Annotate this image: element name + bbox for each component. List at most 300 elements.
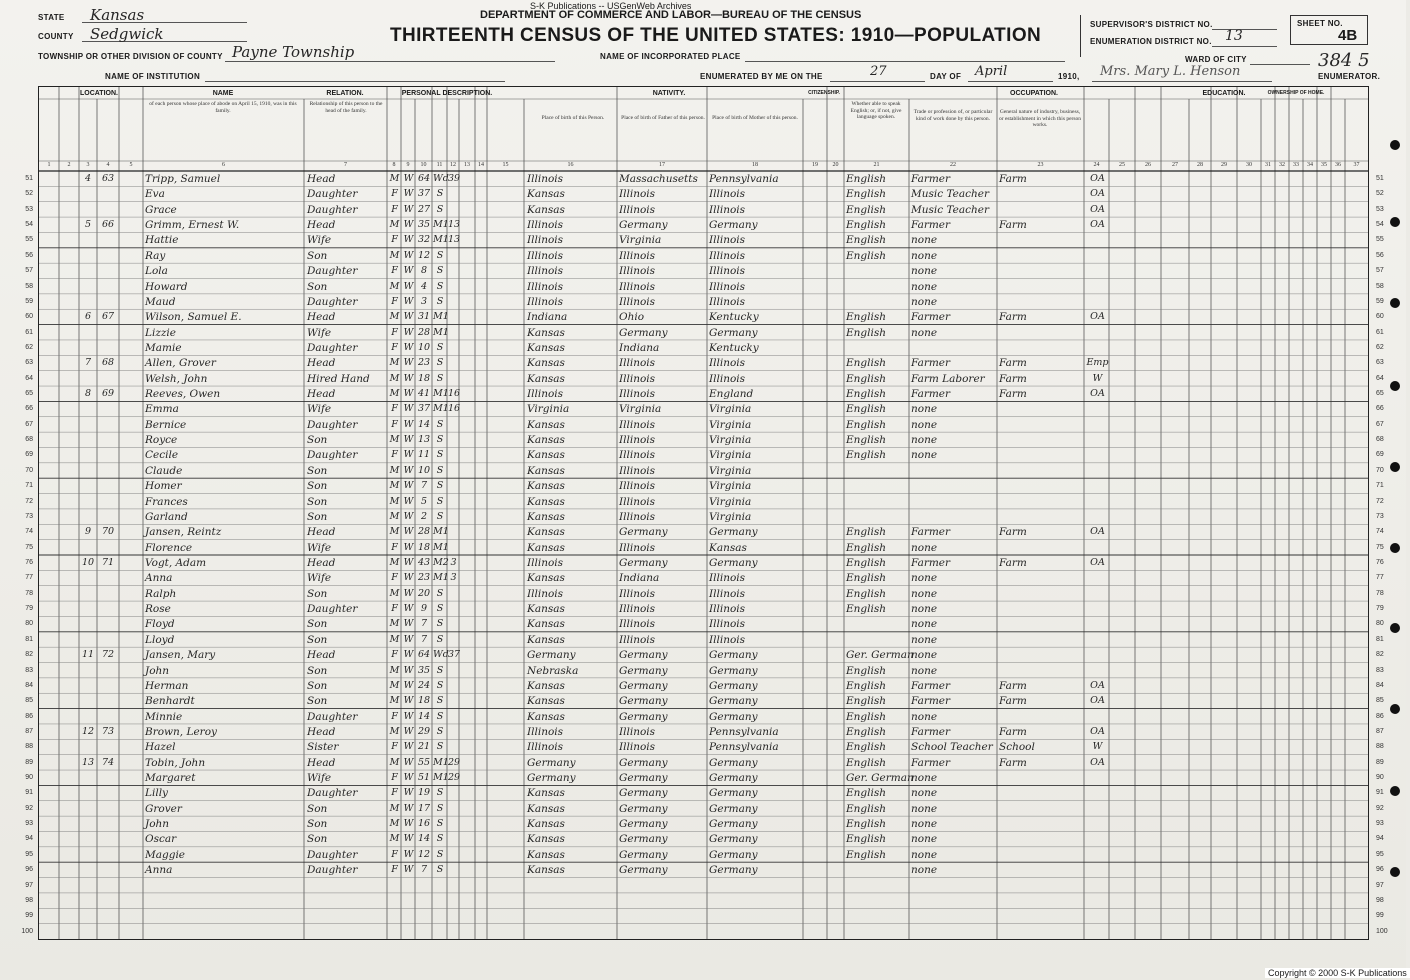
cell-industry: Farm	[999, 219, 1027, 232]
cell-relation: Son	[307, 495, 328, 508]
cell-language: English	[846, 664, 887, 677]
cell-race: W	[403, 756, 414, 768]
cell-age: 18	[417, 541, 431, 553]
cell-language: English	[846, 587, 887, 600]
cell-father-birthplace: Germany	[619, 679, 668, 692]
cell-relation: Wife	[307, 326, 332, 339]
cell-father-birthplace: Illinois	[619, 480, 656, 493]
cell-trade: none	[911, 664, 938, 677]
column-number: 31	[1265, 162, 1271, 168]
row-number: 62	[25, 343, 33, 351]
row-number-right: 51	[1376, 175, 1384, 182]
cell-age: 7	[420, 618, 428, 630]
cell-age: 12	[417, 249, 431, 261]
cell-father-birthplace: Illinois	[619, 295, 656, 308]
cell-mother-birthplace: Illinois	[709, 234, 746, 247]
cell-race: W	[403, 618, 414, 630]
cell-mother-birthplace: Illinois	[709, 357, 746, 370]
cell-marital-status: S	[436, 741, 444, 753]
cell-relation: Wife	[307, 572, 332, 585]
cell-age: 20	[417, 587, 431, 599]
cell-relation: Head	[307, 725, 336, 738]
cell-mother-birthplace: Germany	[709, 664, 758, 677]
cell-birthplace: Kansas	[527, 341, 565, 354]
ward-label: WARD OF CITY	[1185, 55, 1247, 64]
row-number-right: 87	[1376, 727, 1384, 735]
cell-mother-birthplace: Illinois	[709, 265, 746, 278]
cell-sex: M	[389, 173, 400, 184]
cell-marital-status: S	[436, 864, 444, 876]
cell-age: 16	[417, 818, 431, 830]
cell-marital-status: S	[436, 725, 444, 737]
cell-person-name: John	[145, 664, 170, 677]
row-number: 72	[25, 497, 33, 505]
cell-person-name: Frances	[145, 495, 188, 508]
supervisor-label: SUPERVISOR'S DISTRICT NO.	[1090, 20, 1213, 29]
row-number: 92	[25, 804, 33, 812]
cell-trade: none	[911, 787, 938, 800]
cell-person-name: Lola	[145, 265, 168, 278]
cell-mother-birthplace: Germany	[709, 557, 758, 569]
cell-marital-status: S	[436, 341, 444, 353]
column-number: 22	[950, 162, 956, 168]
cell-birthplace: Illinois	[527, 249, 564, 262]
enumeration-label: ENUMERATION DISTRICT NO.	[1090, 37, 1212, 46]
column-number: 2	[67, 162, 71, 168]
cell-sex: F	[391, 265, 398, 277]
cell-marital-status: M1	[433, 756, 449, 768]
cell-sex: F	[391, 403, 398, 415]
cell-years-married: 13	[448, 234, 461, 246]
cell-age: 18	[417, 695, 431, 707]
cell-language: English	[846, 679, 887, 692]
cell-race: W	[403, 464, 414, 476]
cell-language: English	[846, 756, 887, 769]
township-label: TOWNSHIP OR OTHER DIVISION OF COUNTY	[38, 52, 223, 61]
cell-birthplace: Germany	[527, 649, 576, 662]
cell-birthplace: Illinois	[527, 219, 564, 232]
cell-father-birthplace: Illinois	[619, 495, 656, 508]
column-number: 20	[832, 162, 839, 168]
row-number-right: 78	[1376, 589, 1384, 597]
cell-sex: M	[389, 219, 400, 231]
row-number: 73	[25, 512, 33, 520]
cell-race: W	[403, 818, 414, 830]
cell-age: 18	[417, 372, 431, 384]
cell-age: 10	[417, 341, 431, 353]
row-number-right: 79	[1376, 605, 1384, 613]
row-number-right: 58	[1376, 282, 1384, 290]
cell-birthplace: Kansas	[527, 802, 565, 815]
cell-trade: none	[911, 249, 938, 262]
cell-trade: none	[911, 603, 938, 616]
cell-father-birthplace: Germany	[619, 864, 668, 877]
cell-trade: none	[911, 234, 938, 247]
cell-relation: Son	[307, 464, 328, 477]
cell-sex: F	[391, 787, 398, 799]
binder-hole	[1390, 298, 1400, 308]
cell-dwelling-number: 6	[84, 311, 92, 323]
cell-person-name: Grimm, Ernest W.	[145, 219, 240, 232]
cell-age: 2	[420, 510, 428, 522]
row-number: 80	[25, 620, 33, 628]
cell-mother-birthplace: Virginia	[709, 418, 752, 431]
cell-trade: Farmer	[911, 557, 951, 569]
cell-sex: F	[391, 295, 398, 307]
column-number: 26	[1145, 162, 1151, 168]
cell-race: W	[403, 280, 414, 292]
cell-race: W	[403, 265, 414, 277]
cell-person-name: Bernice	[145, 418, 187, 431]
cell-marital-status: S	[436, 603, 444, 615]
row-number-right: 86	[1376, 712, 1384, 720]
cell-language: Ger. German	[846, 649, 914, 662]
binder-hole	[1390, 786, 1400, 796]
cell-language: English	[846, 234, 887, 247]
cell-trade: Music Teacher	[911, 188, 990, 201]
cell-sex: M	[389, 725, 400, 737]
cell-sex: F	[391, 864, 398, 876]
cell-marital-status: M1	[433, 326, 449, 338]
cell-relation: Son	[307, 587, 328, 600]
cell-age: 7	[420, 864, 428, 876]
cell-birthplace: Kansas	[527, 434, 565, 447]
col-nativity-header: NATIVITY.	[652, 90, 686, 97]
cell-race: W	[403, 234, 414, 246]
cell-race: W	[403, 510, 414, 522]
cell-language: English	[846, 388, 887, 401]
cell-language: English	[846, 695, 887, 708]
cell-mother-birthplace: England	[709, 388, 754, 401]
row-number: 67	[25, 420, 33, 428]
cell-person-name: Claude	[145, 464, 183, 477]
cell-relation: Sister	[307, 741, 339, 754]
cell-person-name: Lizzie	[145, 326, 176, 339]
cell-mother-birthplace: Virginia	[709, 510, 752, 523]
cell-sex: M	[389, 664, 400, 676]
cell-mother-birthplace: Pennsylvania	[709, 173, 779, 185]
cell-person-name: Grover	[145, 802, 182, 815]
row-number-right: 96	[1376, 866, 1384, 874]
row-number-right: 90	[1376, 774, 1384, 782]
cell-race: W	[403, 434, 414, 446]
cell-years-married: 37	[448, 649, 461, 661]
cell-industry: Farm	[999, 372, 1027, 385]
row-number: 58	[25, 282, 33, 290]
cell-person-name: Wilson, Samuel E.	[145, 311, 242, 324]
cell-father-birthplace: Illinois	[619, 434, 656, 447]
cell-language: English	[846, 326, 887, 339]
institution-label: NAME OF INSTITUTION	[105, 72, 201, 81]
row-number-right: 95	[1376, 850, 1384, 858]
row-number-right: 59	[1376, 297, 1384, 305]
row-number: 53	[25, 205, 33, 213]
day-of-label: DAY OF	[930, 72, 962, 81]
cell-relation: Daughter	[307, 603, 358, 616]
cell-race: W	[403, 449, 414, 461]
cell-father-birthplace: Virginia	[619, 234, 662, 247]
cell-industry: Farm	[999, 725, 1027, 738]
cell-age: 28	[417, 526, 431, 538]
cell-trade: Farmer	[911, 357, 951, 370]
row-number: 54	[25, 221, 33, 229]
row-number-right: 72	[1376, 497, 1384, 505]
cell-relation: Son	[307, 802, 328, 815]
cell-marital-status: M1	[433, 772, 449, 784]
cell-marital-status: S	[436, 664, 444, 676]
cell-birthplace: Kansas	[527, 480, 565, 493]
cell-trade: none	[911, 541, 938, 554]
cell-birthplace: Kansas	[527, 633, 565, 646]
binder-hole	[1390, 543, 1400, 553]
col-name-header: NAME	[212, 90, 234, 97]
cell-industry: Farm	[999, 679, 1027, 692]
row-number: 83	[25, 666, 33, 674]
cell-birthplace: Germany	[527, 772, 576, 785]
col-personal-header: PERSONAL DESCRIPTION.	[401, 90, 493, 97]
cell-language: English	[846, 572, 887, 585]
row-number-right: 67	[1376, 420, 1384, 428]
row-number: 89	[25, 758, 33, 766]
cell-father-birthplace: Illinois	[619, 357, 656, 370]
cell-sex: M	[389, 388, 400, 400]
cell-birthplace: Kansas	[527, 818, 565, 831]
cell-birthplace: Kansas	[527, 464, 565, 477]
cell-sex: F	[391, 772, 398, 784]
cell-industry: Farm	[999, 526, 1027, 539]
cell-birthplace: Illinois	[527, 280, 564, 293]
cell-relation: Daughter	[307, 295, 358, 308]
cell-father-birthplace: Germany	[619, 833, 668, 846]
cell-mother-birthplace: Illinois	[709, 295, 746, 308]
cell-trade: none	[911, 833, 938, 846]
cell-father-birthplace: Illinois	[619, 603, 656, 616]
cell-birthplace: Germany	[527, 756, 576, 769]
cell-family-number: 69	[101, 388, 115, 400]
cell-father-birthplace: Ohio	[619, 311, 645, 324]
cell-relation: Son	[307, 280, 328, 293]
page-title: THIRTEENTH CENSUS OF THE UNITED STATES: 1910—POPULATION	[390, 25, 1042, 46]
cell-person-name: Benhardt	[145, 695, 195, 708]
cell-race: W	[403, 833, 414, 845]
cell-family-number: 67	[101, 311, 115, 323]
row-number-right: 57	[1376, 267, 1384, 275]
cell-relation: Wife	[307, 541, 332, 554]
cell-race: W	[403, 495, 414, 507]
row-number: 60	[25, 313, 33, 321]
cell-years-married: 16	[448, 388, 461, 400]
column-number: 12	[450, 162, 456, 168]
col-ownership-header: OWNERSHIP OF HOME.	[1267, 90, 1325, 96]
cell-father-birthplace: Germany	[619, 710, 668, 723]
column-number: 10	[420, 162, 427, 168]
cell-trade: Farm Laborer	[911, 372, 985, 385]
cell-mother-birthplace: Illinois	[709, 587, 746, 600]
cell-trade: School Teacher	[911, 741, 993, 754]
cell-trade: Farmer	[911, 756, 951, 769]
cell-sex: M	[389, 587, 400, 599]
cell-father-birthplace: Illinois	[619, 372, 656, 385]
cell-employer-status: OA	[1090, 679, 1105, 691]
cell-family-number: 71	[101, 557, 115, 568]
cell-marital-status: S	[436, 265, 444, 277]
cell-person-name: Brown, Leroy	[145, 725, 217, 738]
cell-language: English	[846, 603, 887, 616]
cell-sex: F	[391, 848, 398, 860]
cell-person-name: Jansen, Reintz	[145, 526, 222, 539]
cell-race: W	[403, 802, 414, 814]
row-number: 87	[25, 727, 33, 735]
row-number: 69	[25, 451, 33, 459]
cell-relation: Head	[307, 357, 336, 370]
col-birth-mother: Place of birth of Mother of this person.	[712, 115, 798, 121]
cell-age: 23	[417, 572, 431, 584]
county-value: Sedgwick	[90, 25, 164, 43]
col-language-desc: Whether able to speak English; or, if not, give language spoken.	[850, 101, 902, 120]
binder-hole	[1390, 217, 1400, 227]
cell-relation: Hired Hand	[307, 372, 370, 385]
column-number: 27	[1172, 162, 1178, 168]
cell-dwelling-number: 7	[84, 357, 92, 369]
row-number: 98	[25, 896, 33, 904]
cell-father-birthplace: Illinois	[619, 265, 656, 278]
cell-person-name: Emma	[145, 403, 179, 416]
cell-race: W	[403, 710, 414, 722]
cell-person-name: Garland	[145, 510, 188, 523]
cell-marital-status: M1	[433, 219, 449, 231]
cell-mother-birthplace: Germany	[709, 818, 758, 831]
row-number: 68	[25, 436, 33, 444]
sheet-value: 4B	[1338, 27, 1358, 44]
row-number-right: 81	[1376, 635, 1384, 643]
cell-employer-status: OA	[1090, 203, 1105, 215]
cell-mother-birthplace: Virginia	[709, 480, 752, 493]
cell-employer-status: OA	[1090, 526, 1105, 538]
binder-hole	[1390, 867, 1400, 877]
cell-person-name: Lilly	[145, 787, 168, 800]
row-number: 94	[25, 835, 33, 843]
cell-father-birthplace: Germany	[619, 219, 668, 232]
cell-mother-birthplace: Germany	[709, 848, 758, 861]
cell-sex: M	[389, 679, 400, 691]
col-location-header: LOCATION.	[80, 90, 118, 97]
cell-mother-birthplace: Illinois	[709, 188, 746, 201]
cell-relation: Daughter	[307, 848, 358, 861]
cell-mother-birthplace: Germany	[709, 756, 758, 769]
cell-industry: Farm	[999, 756, 1027, 769]
cell-mother-birthplace: Germany	[709, 772, 758, 785]
cell-father-birthplace: Germany	[619, 557, 668, 569]
cell-birthplace: Kansas	[527, 541, 565, 554]
col-name-desc: of each person whose place of abode on April 15, 1910, was in this family.	[149, 101, 297, 114]
cell-language: English	[846, 526, 887, 539]
cell-birthplace: Kansas	[527, 526, 565, 539]
row-number-right: 82	[1376, 651, 1384, 659]
cell-employer-status: OA	[1090, 557, 1105, 568]
cell-father-birthplace: Illinois	[619, 188, 656, 201]
row-number: 55	[25, 236, 33, 244]
cell-marital-status: S	[436, 372, 444, 384]
cell-language: English	[846, 557, 887, 569]
cell-sex: M	[389, 464, 400, 476]
day-value: 27	[870, 64, 887, 79]
cell-age: 19	[417, 787, 431, 799]
cell-trade: none	[911, 710, 938, 723]
cell-relation: Daughter	[307, 787, 358, 800]
cell-age: 23	[417, 357, 431, 369]
cell-age: 13	[417, 434, 431, 446]
cell-language: English	[846, 541, 887, 554]
cell-marital-status: S	[436, 449, 444, 461]
cell-sex: M	[389, 633, 400, 645]
cell-marital-status: M2	[433, 557, 449, 568]
cell-language: English	[846, 173, 887, 185]
cell-relation: Son	[307, 833, 328, 846]
cell-father-birthplace: Illinois	[619, 618, 656, 631]
cell-marital-status: S	[436, 480, 444, 492]
month-value: April	[975, 64, 1008, 79]
cell-birthplace: Kansas	[527, 495, 565, 508]
cell-person-name: Cecile	[145, 449, 179, 462]
cell-age: 17	[417, 802, 431, 814]
cell-birthplace: Illinois	[527, 265, 564, 278]
row-number: 52	[25, 190, 33, 198]
cell-language: English	[846, 357, 887, 370]
cell-language: English	[846, 741, 887, 754]
row-number-right: 56	[1376, 251, 1384, 259]
cell-relation: Son	[307, 664, 328, 677]
cell-person-name: Hazel	[145, 741, 176, 754]
cell-age: 10	[417, 464, 431, 476]
row-number-right: 98	[1376, 896, 1384, 904]
cell-sex: M	[389, 833, 400, 845]
cell-race: W	[403, 418, 414, 430]
cell-person-name: Allen, Grover	[145, 357, 216, 370]
cell-marital-status: S	[436, 587, 444, 599]
cell-trade: Farmer	[911, 173, 951, 185]
row-number: 76	[25, 559, 33, 566]
cell-birthplace: Kansas	[527, 357, 565, 370]
cell-race: W	[403, 848, 414, 860]
cell-mother-birthplace: Illinois	[709, 372, 746, 385]
cell-age: 28	[417, 326, 431, 338]
cell-relation: Head	[307, 388, 336, 401]
cell-years-married: 39	[448, 173, 461, 184]
cell-language: English	[846, 725, 887, 738]
cell-father-birthplace: Germany	[619, 326, 668, 339]
row-number: 59	[25, 297, 33, 305]
cell-person-name: Welsh, John	[145, 372, 208, 385]
cell-birthplace: Kansas	[527, 603, 565, 616]
cell-mother-birthplace: Illinois	[709, 633, 746, 646]
cell-marital-status: S	[436, 833, 444, 845]
cell-employer-status: OA	[1090, 219, 1105, 231]
cell-years-married: 13	[448, 219, 461, 231]
cell-birthplace: Kansas	[527, 618, 565, 631]
row-number: 79	[25, 605, 33, 613]
cell-person-name: Jansen, Mary	[145, 649, 216, 662]
cell-mother-birthplace: Germany	[709, 787, 758, 800]
cell-relation: Son	[307, 695, 328, 708]
cell-sex: F	[391, 418, 398, 430]
cell-marital-status: M1	[433, 541, 449, 553]
cell-father-birthplace: Indiana	[619, 572, 660, 585]
column-number: 3	[86, 162, 90, 168]
cell-race: W	[403, 541, 414, 553]
cell-race: W	[403, 772, 414, 784]
cell-trade: none	[911, 864, 938, 877]
cell-sex: M	[389, 495, 400, 507]
